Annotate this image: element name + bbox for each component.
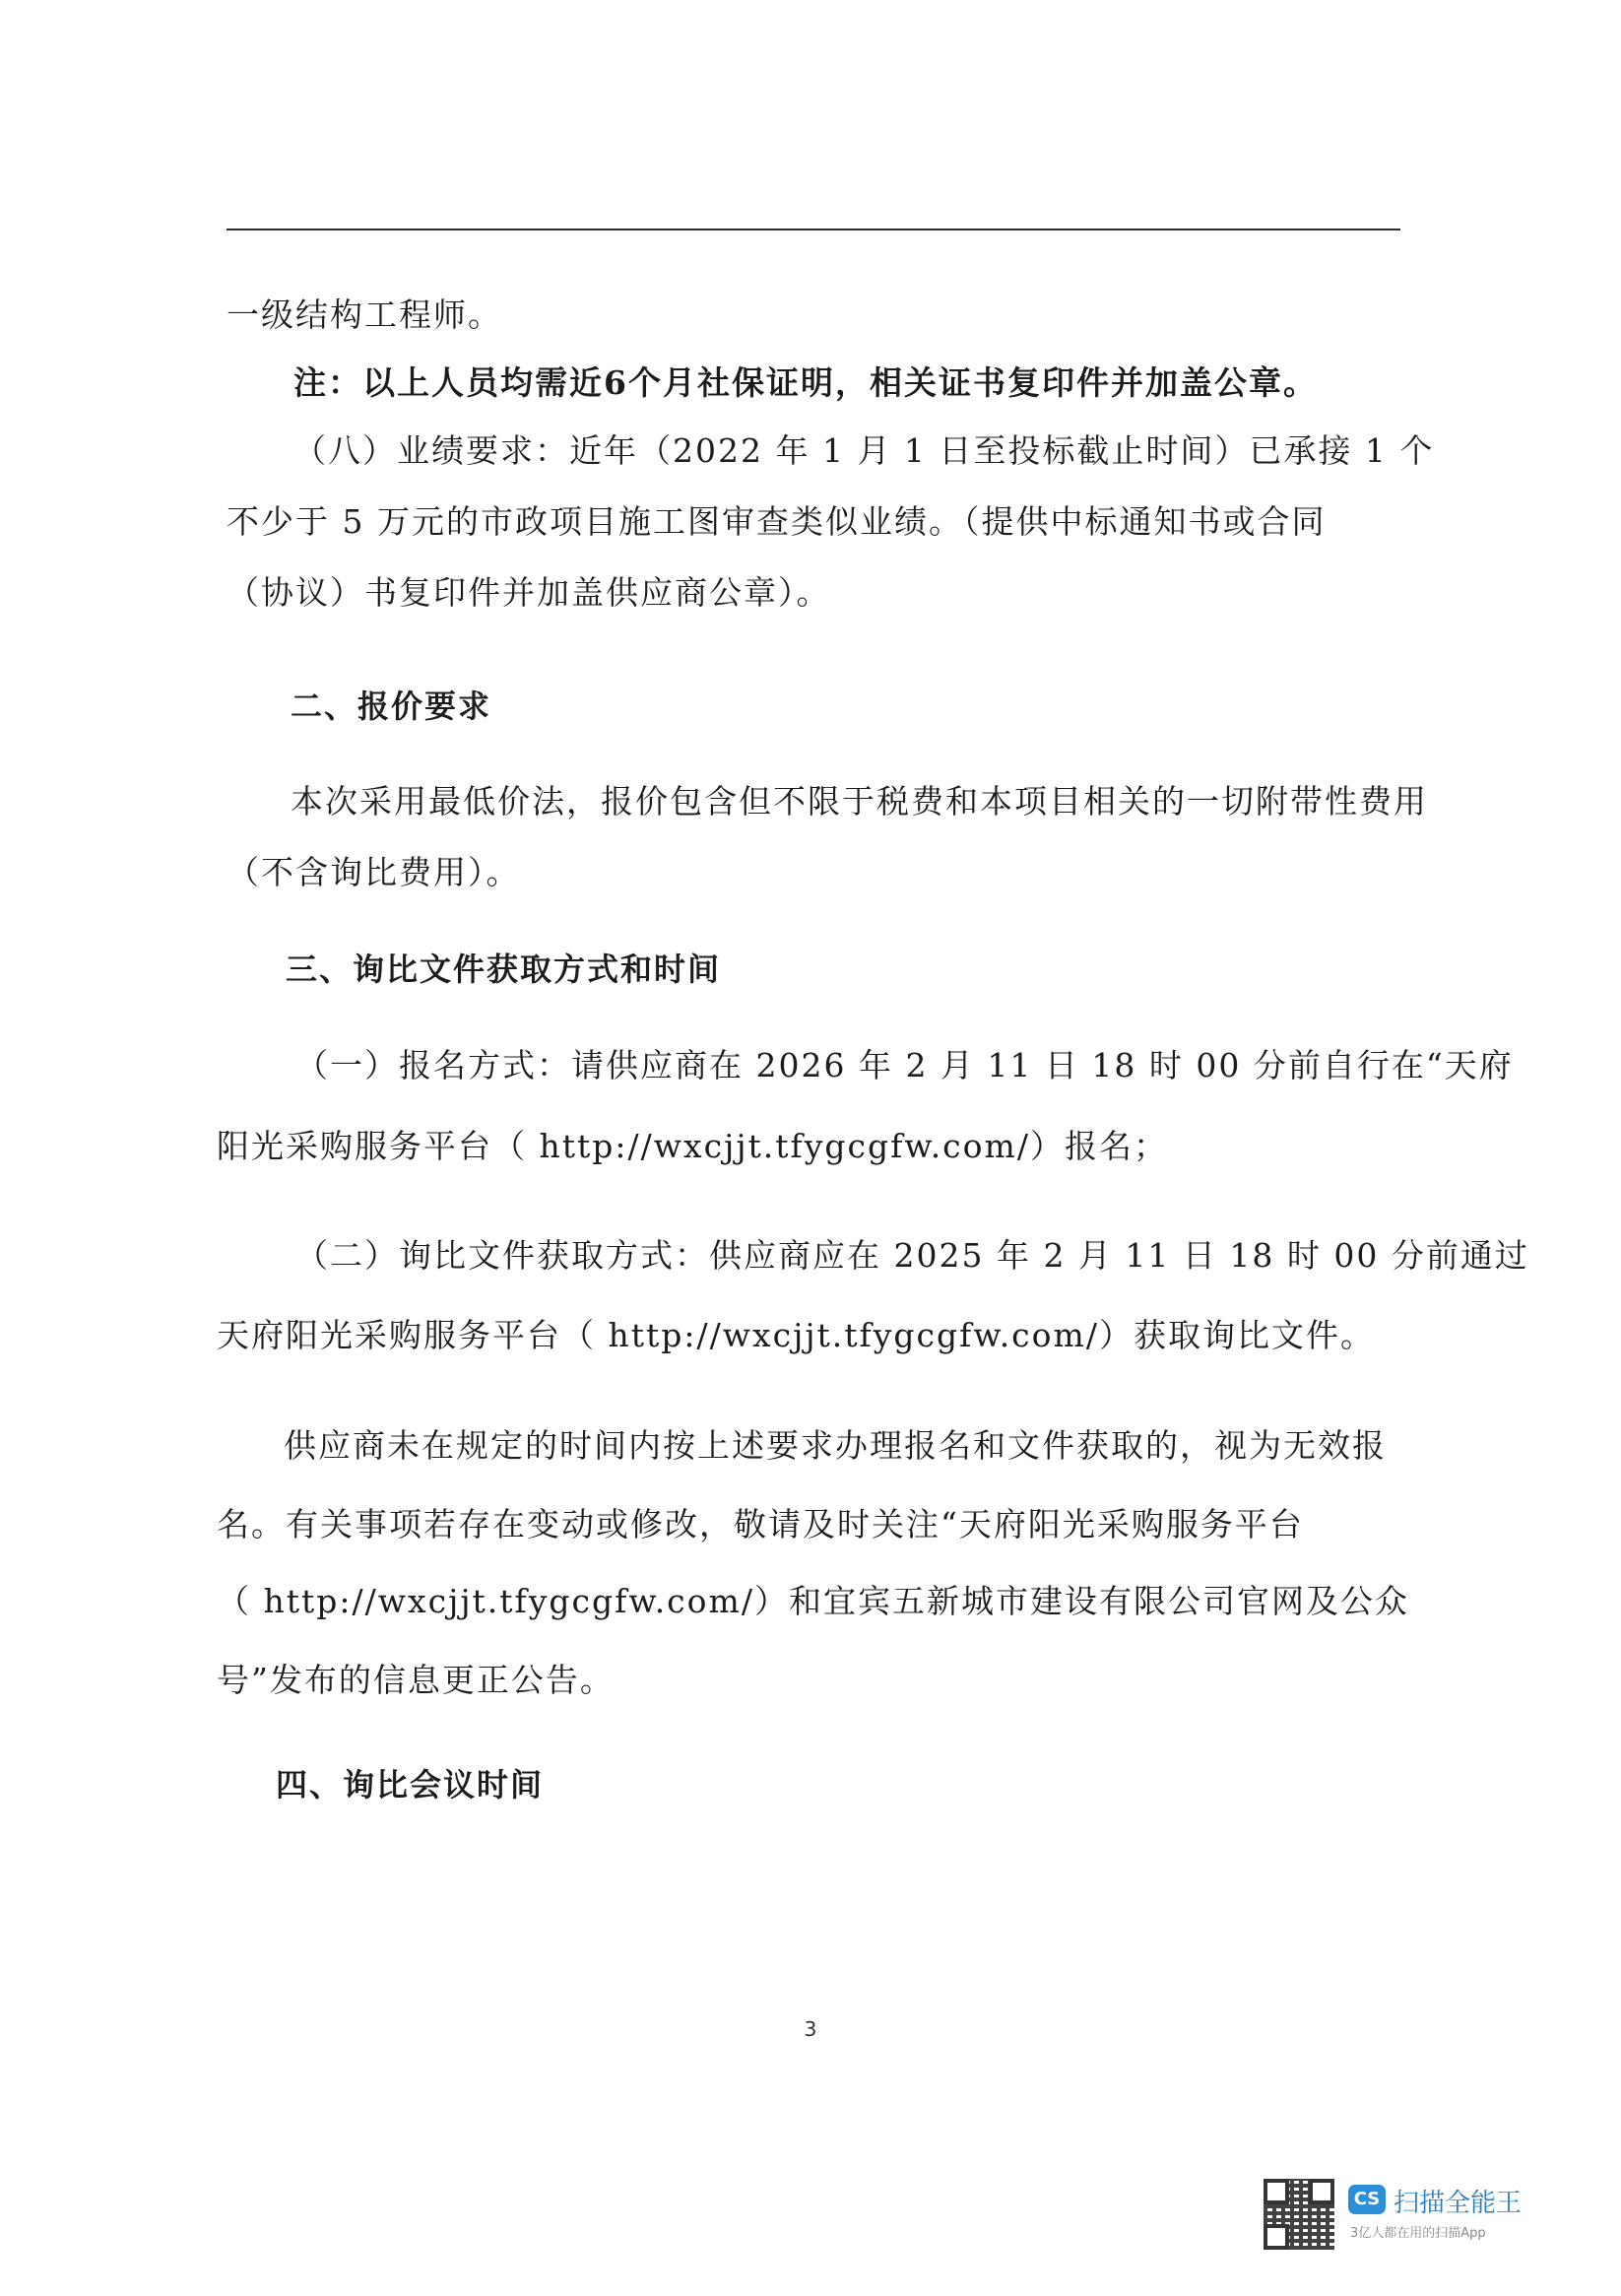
- scanner-app-name: 扫描全能王: [1394, 2189, 1523, 2218]
- note-line: 注：以上人员均需近6个月社保证明，相关证书复印件并加盖公章。: [293, 363, 1318, 402]
- text-line: （协议）书复印件并加盖供应商公章）。: [227, 573, 831, 612]
- text-line: 天府阳光采购服务平台（ http://wxcjjt.tfygcgfw.com/）获取询比文件。: [217, 1316, 1375, 1354]
- text-line: 供应商未在规定的时间内按上述要求办理报名和文件获取的，视为无效报: [284, 1426, 1387, 1465]
- text-line: （不含询比费用）。: [227, 853, 521, 891]
- text-line: 阳光采购服务平台（ http://wxcjjt.tfygcgfw.com/）报名；: [217, 1127, 1168, 1165]
- text-line: （ http://wxcjjt.tfygcgfw.com/）和宜宾五新城市建设有限公司官网及公众: [217, 1582, 1409, 1620]
- text-line: 号”发布的信息更正公告。: [217, 1661, 615, 1699]
- text-line: 不少于 5 万元的市政项目施工图审查类似业绩。（提供中标通知书或合同: [227, 502, 1327, 541]
- scanner-watermark: [1264, 2179, 1549, 2254]
- scanner-tagline: 3亿人都在用的扫描App: [1350, 2226, 1486, 2241]
- section-heading-4: 四、询比会议时间: [276, 1766, 545, 1804]
- page-number: 3: [804, 2017, 817, 2041]
- text-line: 本次采用最低价法，报价包含但不限于税费和本项目相关的一切附带性费用: [291, 782, 1428, 820]
- text-line: （二）询比文件获取方式：供应商应在 2025 年 2 月 11 日 18 时 00 分前通过: [295, 1236, 1529, 1275]
- cs-logo-icon: CS: [1348, 2185, 1386, 2214]
- header-rule: [227, 229, 1400, 230]
- section-heading-2: 二、报价要求: [291, 688, 492, 725]
- qr-code-icon: [1264, 2179, 1334, 2250]
- section-heading-3: 三、询比文件获取方式和时间: [286, 951, 722, 988]
- text-line: （一）报名方式：请供应商在 2026 年 2 月 11 日 18 时 00 分前自行在“天府: [295, 1046, 1514, 1084]
- text-line: 名。有关事项若存在变动或修改，敬请及时关注“天府阳光采购服务平台: [217, 1505, 1304, 1543]
- text-line: 一级结构工程师。: [227, 295, 502, 334]
- text-line: （八）业绩要求：近年（2022 年 1 月 1 日至投标截止时间）已承接 1 个: [293, 431, 1435, 470]
